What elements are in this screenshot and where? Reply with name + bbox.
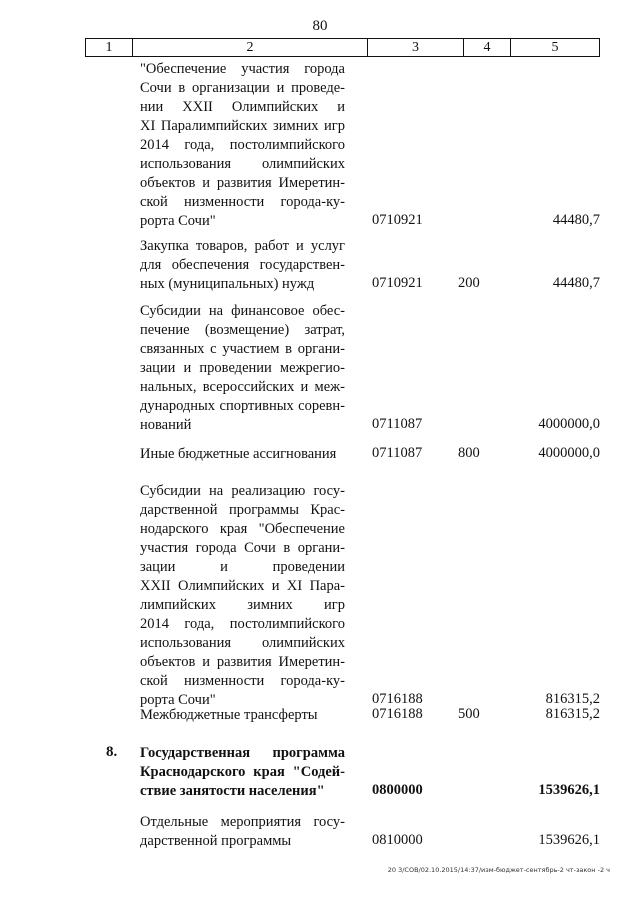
- row-code: 0710921: [372, 212, 423, 228]
- description-line: Краснодарского края "Содей-: [140, 764, 345, 780]
- description-line: для обеспечения государствен-: [140, 257, 345, 273]
- row-amount: 1539626,1: [538, 782, 600, 798]
- row-description: [140, 482, 345, 710]
- row-description: [140, 706, 345, 725]
- page-number: 80: [312, 18, 328, 34]
- header-col-4: 4: [464, 39, 511, 56]
- row-amount: 4000000,0: [538, 445, 600, 461]
- row-description: [140, 744, 345, 801]
- description-line: рорта Сочи": [140, 213, 216, 229]
- description-line: печение (возмещение) затрат,: [140, 322, 345, 338]
- row-code: 0810000: [372, 832, 423, 848]
- row-code: 0800000: [372, 782, 423, 798]
- header-col-2: 2: [133, 39, 368, 56]
- row-number: 8.: [106, 744, 118, 760]
- description-line: Межбюджетные трансферты: [140, 707, 318, 723]
- description-line: 2014 года, постолимпийского: [140, 137, 345, 153]
- description-line: Государственная программа: [140, 745, 345, 761]
- description-line: объектов и развития Имеретин-: [140, 654, 345, 670]
- row-amount: 1539626,1: [538, 832, 600, 848]
- description-line: дународных спортивных соревн-: [140, 398, 345, 414]
- description-line: лимпийских зимних игр: [140, 597, 345, 613]
- header-col-1: 1: [86, 39, 133, 56]
- row-description: [140, 302, 345, 435]
- row-description: [140, 813, 345, 851]
- row-amount: 44480,7: [552, 212, 600, 228]
- row-code: 0716188: [372, 706, 423, 722]
- table-header: [85, 38, 600, 57]
- description-line: XI Паралимпийских зимних игр: [140, 118, 345, 134]
- row-expense-type: 500: [458, 706, 480, 722]
- description-line: дарственной программы Крас-: [140, 502, 345, 518]
- row-amount: 4000000,0: [538, 416, 600, 432]
- row-amount: 44480,7: [552, 275, 600, 291]
- description-line: связанных с участием в органи-: [140, 341, 345, 357]
- description-line: Сочи в организации и проведе-: [140, 80, 345, 96]
- header-col-5: 5: [551, 40, 559, 55]
- description-line: ской низменности города-ку-: [140, 194, 345, 210]
- description-line: зации и проведении межрегио-: [140, 360, 345, 376]
- row-expense-type: 800: [458, 445, 480, 461]
- row-code: 0716188: [372, 691, 423, 707]
- description-line: ных (муниципальных) нужд: [140, 276, 315, 292]
- description-line: рорта Сочи": [140, 692, 216, 708]
- description-line: ствие занятости населения": [140, 783, 325, 799]
- row-description: [140, 445, 345, 464]
- description-line: "Обеспечение участия города: [140, 61, 345, 77]
- description-line: Субсидии на финансовое обес-: [140, 303, 345, 319]
- description-line: нодарского края "Обеспечение: [140, 521, 345, 537]
- row-amount: 816315,2: [545, 706, 600, 722]
- description-line: использования олимпийских: [140, 635, 345, 651]
- description-line: объектов и развития Имеретин-: [140, 175, 345, 191]
- description-line: участия города Сочи в органи-: [140, 540, 345, 556]
- description-line: нии XXII Олимпийских и: [140, 99, 345, 115]
- description-line: нований: [140, 417, 192, 433]
- description-line: XXII Олимпийских и XI Пара-: [140, 578, 345, 594]
- row-code: 0711087: [372, 416, 423, 432]
- row-description: [140, 60, 345, 231]
- description-line: Закупка товаров, работ и услуг: [140, 238, 345, 254]
- description-line: ской низменности города-ку-: [140, 673, 345, 689]
- description-line: зации и проведении: [140, 559, 345, 575]
- row-amount: 816315,2: [545, 691, 600, 707]
- row-code: 0710921: [372, 275, 423, 291]
- row-description: [140, 237, 345, 294]
- description-line: Субсидии на реализацию госу-: [140, 483, 345, 499]
- row-expense-type: 200: [458, 275, 480, 291]
- description-line: 2014 года, постолимпийского: [140, 616, 345, 632]
- description-line: дарственной программы: [140, 833, 292, 849]
- description-line: Отдельные мероприятия госу-: [140, 814, 345, 830]
- header-col-3: 3: [368, 39, 464, 56]
- description-line: Иные бюджетные ассигнования: [140, 446, 337, 462]
- description-line: нальных, всероссийских и меж-: [140, 379, 345, 395]
- description-line: использования олимпийских: [140, 156, 345, 172]
- row-code: 0711087: [372, 445, 423, 461]
- footer-stamp: 20 3/СОВ/02.10.2015/14:37/изм-бюджет-сентябрь-2 чт-закон -2 ч: [387, 866, 610, 874]
